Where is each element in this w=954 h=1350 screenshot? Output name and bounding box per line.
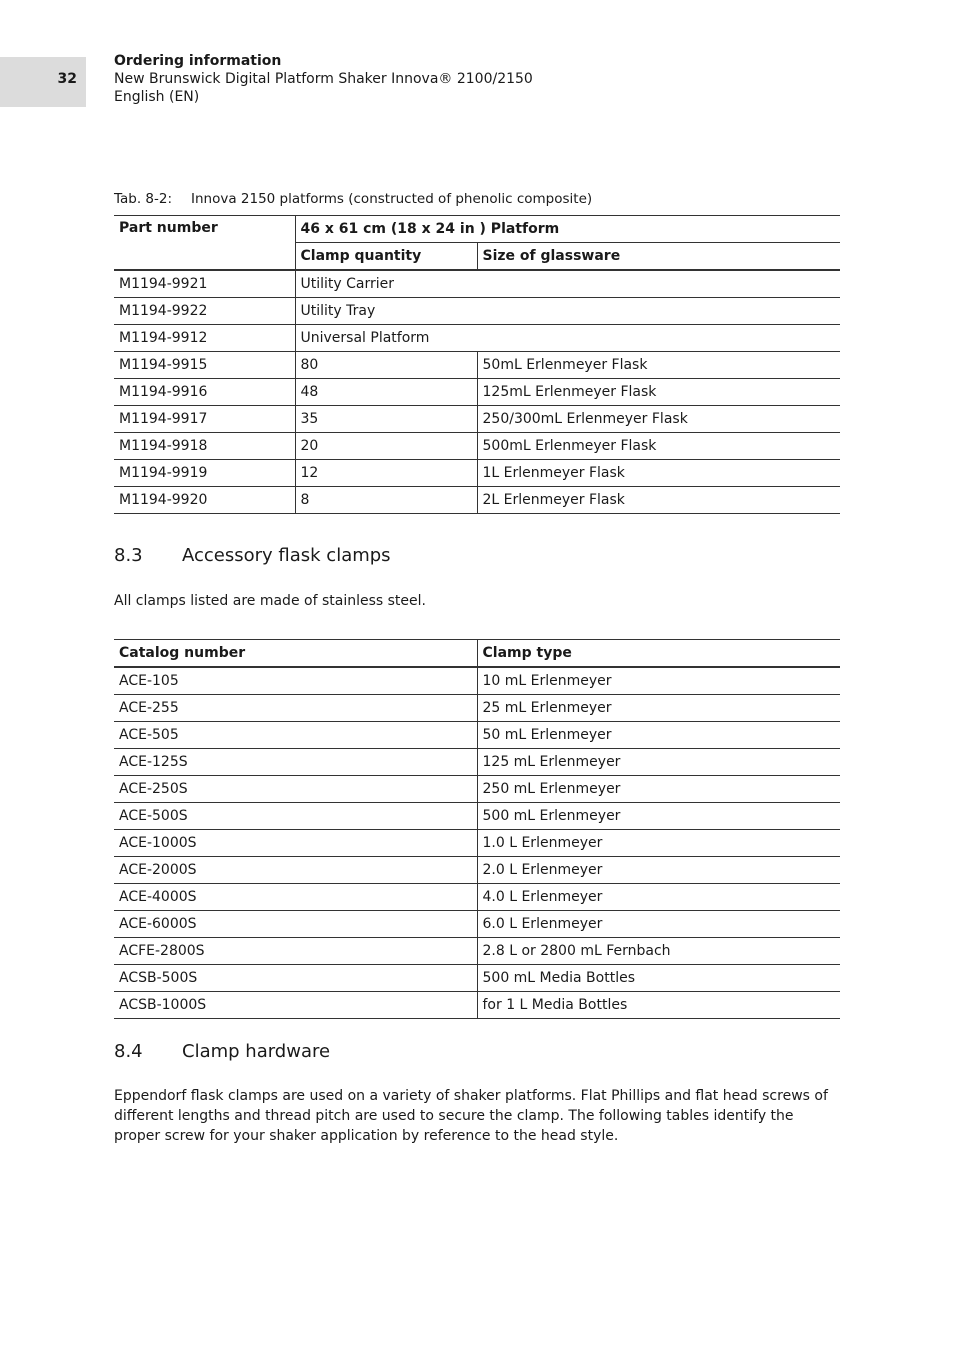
table1-caption-text: Innova 2150 platforms (constructed of phenolic composite) (191, 191, 593, 207)
section-8-4-heading (114, 1041, 330, 1062)
header-part-number: Part number (114, 216, 295, 271)
clamp-type-cell: for 1 L Media Bottles (477, 992, 840, 1019)
glassware-size-cell: 1L Erlenmeyer Flask (477, 460, 840, 487)
part-number-cell: M1194-9919 (114, 460, 295, 487)
clamp-quantity-cell: 20 (295, 433, 477, 460)
section-number: 8.3 (114, 545, 143, 566)
clamp-quantity-cell: 8 (295, 487, 477, 514)
header-title: Ordering information (114, 53, 282, 69)
table-row (114, 695, 840, 722)
section-8-3-text: All clamps listed are made of stainless steel. (114, 593, 426, 609)
table-row (114, 298, 840, 325)
clamp-type-cell: 1.0 L Erlenmeyer (477, 830, 840, 857)
part-number-cell: M1194-9918 (114, 433, 295, 460)
table-row (114, 803, 840, 830)
glassware-size-cell: 250/300mL Erlenmeyer Flask (477, 406, 840, 433)
section-8-3-heading (114, 545, 391, 566)
page-number: 32 (57, 71, 77, 87)
page-number-box (0, 57, 86, 107)
flask-clamps-table (114, 639, 840, 1019)
part-number-cell: M1194-9921 (114, 270, 295, 298)
catalog-number-cell: ACE-500S (114, 803, 477, 830)
header-clamp-type: Clamp type (477, 640, 840, 668)
clamp-quantity-cell: 80 (295, 352, 477, 379)
table-row (114, 722, 840, 749)
table-row (114, 379, 840, 406)
table-row (114, 938, 840, 965)
part-number-cell: M1194-9912 (114, 325, 295, 352)
table-row (114, 776, 840, 803)
part-number-cell: M1194-9920 (114, 487, 295, 514)
table-row (114, 667, 840, 695)
table1-caption (114, 191, 592, 207)
clamp-type-cell: 125 mL Erlenmeyer (477, 749, 840, 776)
catalog-number-cell: ACSB-1000S (114, 992, 477, 1019)
table-row (114, 270, 840, 298)
table-row (114, 830, 840, 857)
table-row (114, 433, 840, 460)
glassware-size-cell: 2L Erlenmeyer Flask (477, 487, 840, 514)
platform-description-cell: Utility Carrier (295, 270, 840, 298)
catalog-number-cell: ACE-105 (114, 667, 477, 695)
table-row (114, 992, 840, 1019)
platforms-table (114, 215, 840, 514)
platform-description-cell: Utility Tray (295, 298, 840, 325)
catalog-number-cell: ACFE-2800S (114, 938, 477, 965)
clamp-type-cell: 25 mL Erlenmeyer (477, 695, 840, 722)
catalog-number-cell: ACE-505 (114, 722, 477, 749)
clamp-type-cell: 250 mL Erlenmeyer (477, 776, 840, 803)
clamp-quantity-cell: 35 (295, 406, 477, 433)
clamp-quantity-cell: 48 (295, 379, 477, 406)
clamp-type-cell: 500 mL Erlenmeyer (477, 803, 840, 830)
table-row (114, 857, 840, 884)
header-language: English (EN) (114, 89, 200, 105)
table-row (114, 487, 840, 514)
table-row (114, 325, 840, 352)
table-row (114, 965, 840, 992)
catalog-number-cell: ACE-1000S (114, 830, 477, 857)
glassware-size-cell: 50mL Erlenmeyer Flask (477, 352, 840, 379)
header-platform: 46 x 61 cm (18 x 24 in ) Platform (295, 216, 840, 243)
catalog-number-cell: ACE-6000S (114, 911, 477, 938)
clamp-quantity-cell: 12 (295, 460, 477, 487)
catalog-number-cell: ACE-2000S (114, 857, 477, 884)
part-number-cell: M1194-9917 (114, 406, 295, 433)
part-number-cell: M1194-9916 (114, 379, 295, 406)
table-row (114, 352, 840, 379)
running-header (114, 52, 533, 106)
table-row (114, 884, 840, 911)
catalog-number-cell: ACE-4000S (114, 884, 477, 911)
catalog-number-cell: ACSB-500S (114, 965, 477, 992)
clamp-type-cell: 500 mL Media Bottles (477, 965, 840, 992)
header-product: New Brunswick Digital Platform Shaker Innova® 2100/2150 (114, 71, 533, 87)
part-number-cell: M1194-9922 (114, 298, 295, 325)
clamp-type-cell: 2.0 L Erlenmeyer (477, 857, 840, 884)
clamp-type-cell: 4.0 L Erlenmeyer (477, 884, 840, 911)
glassware-size-cell: 125mL Erlenmeyer Flask (477, 379, 840, 406)
section-number: 8.4 (114, 1041, 143, 1062)
part-number-cell: M1194-9915 (114, 352, 295, 379)
clamp-type-cell: 2.8 L or 2800 mL Fernbach (477, 938, 840, 965)
platform-description-cell: Universal Platform (295, 325, 840, 352)
clamp-type-cell: 10 mL Erlenmeyer (477, 667, 840, 695)
section-8-4-text: Eppendorf flask clamps are used on a variety of shaker platforms. Flat Phillips and flat head screws of different lengths and thread pitch are used to secure the clamp. The following tables identify the proper screw for your shaker application by reference to the head style. (114, 1088, 828, 1144)
catalog-number-cell: ACE-125S (114, 749, 477, 776)
header-catalog-number: Catalog number (114, 640, 477, 668)
table-row (114, 406, 840, 433)
header-clamp-quantity: Clamp quantity (295, 243, 477, 271)
glassware-size-cell: 500mL Erlenmeyer Flask (477, 433, 840, 460)
clamp-type-cell: 6.0 L Erlenmeyer (477, 911, 840, 938)
section-title: Accessory flask clamps (182, 545, 391, 566)
catalog-number-cell: ACE-255 (114, 695, 477, 722)
section-title: Clamp hardware (182, 1041, 331, 1062)
table-row (114, 749, 840, 776)
table1-caption-label: Tab. 8-2: (114, 191, 173, 207)
table-row (114, 460, 840, 487)
header-size-of-glassware: Size of glassware (477, 243, 840, 271)
table-row (114, 911, 840, 938)
catalog-number-cell: ACE-250S (114, 776, 477, 803)
clamp-type-cell: 50 mL Erlenmeyer (477, 722, 840, 749)
